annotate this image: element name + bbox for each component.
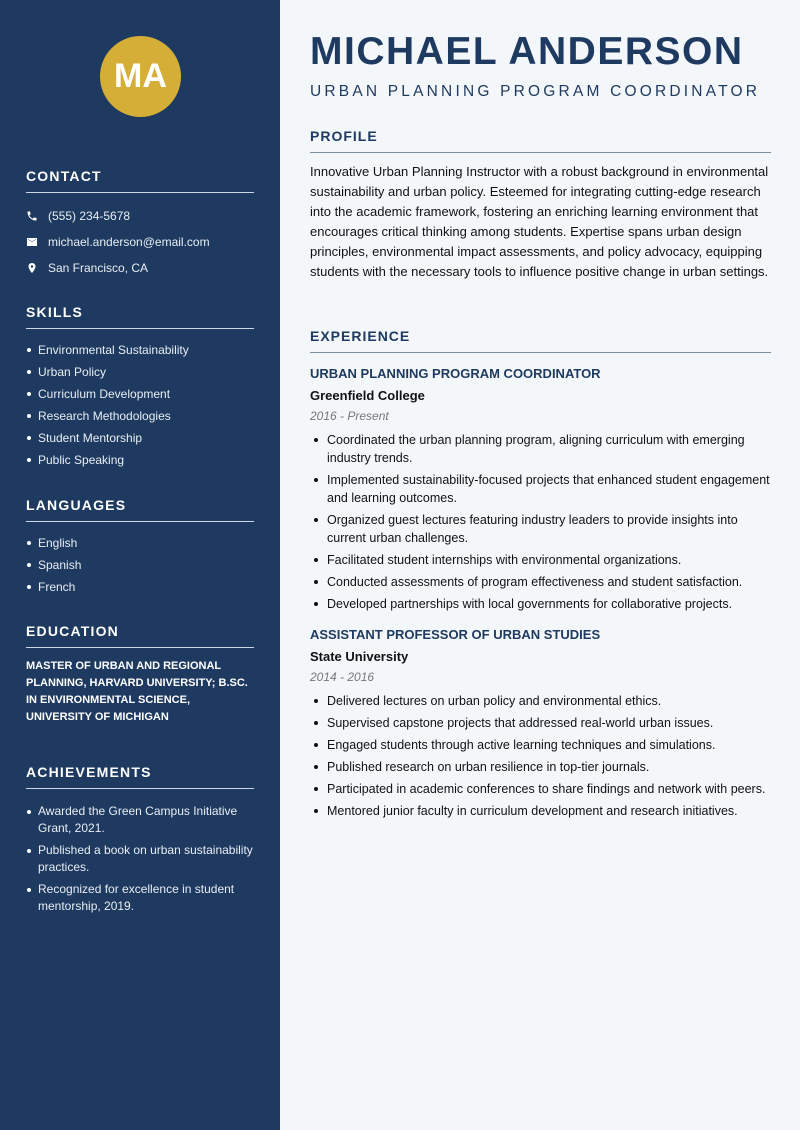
language-item: French: [26, 576, 254, 598]
candidate-name: MICHAEL ANDERSON: [310, 30, 744, 73]
language-item: English: [26, 532, 254, 554]
language-item: Spanish: [26, 554, 254, 576]
job-bullet: Mentored junior faculty in curriculum development and research initiatives.: [310, 802, 771, 820]
skill-item: Curriculum Development: [26, 383, 254, 405]
skill-item: Research Methodologies: [26, 405, 254, 427]
experience-section: [310, 328, 771, 824]
skill-item: Urban Policy: [26, 361, 254, 383]
achievement-item: Awarded the Green Campus Initiative Grant, 2021.: [26, 803, 254, 837]
contact-location: [26, 255, 254, 281]
candidate-title: URBAN PLANNING PROGRAM COORDINATOR: [310, 83, 761, 100]
job-bullet: Published research on urban resilience in top-tier journals.: [310, 758, 771, 776]
education-text: MASTER OF URBAN AND REGIONAL PLANNING, HARVARD UNIVERSITY; B.SC. IN ENVIRONMENTAL SCIENCE, UNIVERSITY OF MICHIGAN: [26, 660, 248, 723]
job-bullet: Developed partnerships with local governments for collaborative projects.: [310, 595, 771, 613]
job-entry: [310, 627, 771, 820]
contact-section: [26, 168, 254, 281]
skills-heading: SKILLS: [26, 304, 254, 329]
job-title: URBAN PLANNING PROGRAM COORDINATOR: [310, 366, 601, 381]
phone-text: (555) 234-5678: [48, 209, 131, 223]
email-text: michael.anderson@email.com: [48, 235, 210, 249]
location-pin-icon: [26, 262, 38, 274]
profile-text: Innovative Urban Planning Instructor with a robust background in environmental sustainability and urban policy. Esteemed for integrating cutting-edge research into the academic framework, fostering an enriching learning environment that encourages critical thinking among students. Expertise spans urban design principles, environmental impact assessments, and policy advocacy, equipping students with the necessary tools to influence positive change in urban settings.: [310, 164, 769, 279]
achievement-item: Published a book on urban sustainability practices.: [26, 842, 254, 876]
job-bullet: Organized guest lectures featuring industry leaders to provide insights into current urban challenges.: [310, 511, 771, 547]
job-bullet: Coordinated the urban planning program, aligning curriculum with emerging industry trends.: [310, 431, 771, 467]
job-dates: 2016 - Present: [310, 409, 389, 423]
job-bullet: Supervised capstone projects that addressed real-world urban issues.: [310, 714, 771, 732]
location-text: San Francisco, CA: [48, 261, 149, 275]
education-section: [26, 623, 254, 726]
achievement-item: Recognized for excellence in student mentorship, 2019.: [26, 881, 254, 915]
languages-section: [26, 497, 254, 598]
job-bullet: Delivered lectures on urban policy and environmental ethics.: [310, 692, 771, 710]
achievements-heading: ACHIEVEMENTS: [26, 764, 254, 789]
sidebar: [0, 0, 280, 1130]
job-bullet: Engaged students through active learning techniques and simulations.: [310, 736, 771, 754]
skill-item: Environmental Sustainability: [26, 339, 254, 361]
education-heading: EDUCATION: [26, 623, 254, 648]
job-bullet: Implemented sustainability-focused projects that enhanced student engagement and learning outcomes.: [310, 471, 771, 507]
profile-heading: PROFILE: [310, 128, 771, 153]
contact-email: [26, 229, 254, 255]
skill-item: Public Speaking: [26, 449, 254, 471]
skills-section: [26, 304, 254, 471]
job-company: State University: [310, 649, 409, 664]
job-entry: [310, 366, 771, 613]
job-title: ASSISTANT PROFESSOR OF URBAN STUDIES: [310, 627, 601, 642]
email-icon: [26, 236, 38, 248]
job-bullet: Participated in academic conferences to share findings and network with peers.: [310, 780, 771, 798]
skill-item: Student Mentorship: [26, 427, 254, 449]
job-company: Greenfield College: [310, 388, 425, 403]
experience-heading: EXPERIENCE: [310, 328, 771, 353]
contact-heading: CONTACT: [26, 168, 254, 193]
contact-phone: [26, 203, 254, 229]
avatar: MA: [100, 36, 181, 117]
job-dates: 2014 - 2016: [310, 670, 375, 684]
achievements-section: [26, 764, 254, 920]
job-bullet: Conducted assessments of program effectiveness and student satisfaction.: [310, 573, 771, 591]
job-bullet: Facilitated student internships with environmental organizations.: [310, 551, 771, 569]
phone-icon: [26, 210, 38, 222]
languages-heading: LANGUAGES: [26, 497, 254, 522]
profile-section: [310, 128, 771, 282]
